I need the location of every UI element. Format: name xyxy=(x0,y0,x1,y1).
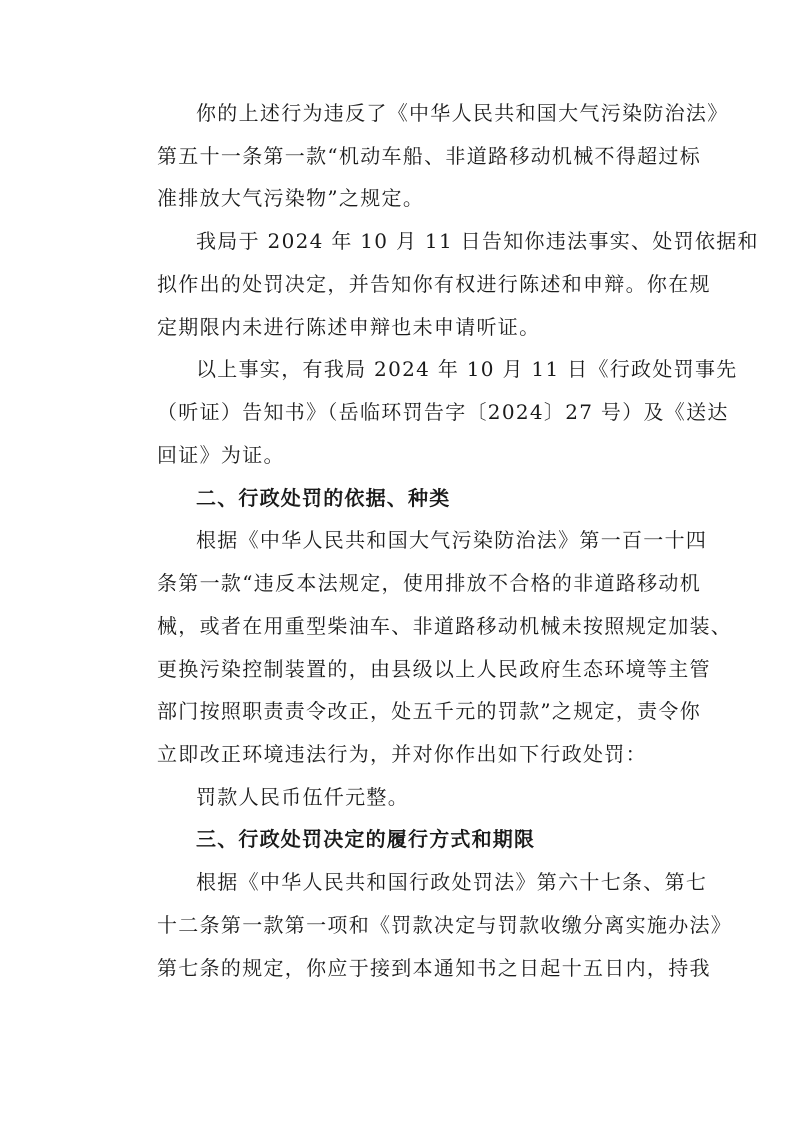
paragraph-4-line-5: 部门按照职责责令改正，处五千元的罚款”之规定，责令你 xyxy=(157,699,702,723)
paragraph-1-line-1: 你的上述行为违反了《中华人民共和国大气污染防治法》 xyxy=(196,101,729,125)
paragraph-3-line-2: （听证）告知书》（岳临环罚告字〔2024〕27 号）及《送达 xyxy=(157,400,729,424)
paragraph-6-line-3: 第七条的规定，你应于接到本通知书之日起十五日内，持我 xyxy=(157,956,711,980)
section-heading-3: 三、行政处罚决定的履行方式和期限 xyxy=(196,827,536,851)
paragraph-6-line-2: 十二条第一款第一项和《罚款决定与罚款收缴分离实施办法》 xyxy=(157,913,733,937)
paragraph-4-line-1: 根据《中华人民共和国大气污染防治法》第一百一十四 xyxy=(196,528,708,552)
paragraph-3-line-3: 回证》为证。 xyxy=(157,443,285,467)
paragraph-4-line-4: 更换污染控制装置的，由县级以上人民政府生态环境等主管 xyxy=(157,657,711,681)
paragraph-1-line-2: 第五十一条第一款“机动车船、非道路移动机械不得超过标 xyxy=(157,144,702,168)
paragraph-2-line-1: 我局于 2024 年 10 月 11 日告知你违法事实、处罚依据和 xyxy=(196,229,759,253)
section-heading-2: 二、行政处罚的依据、种类 xyxy=(196,486,451,510)
paragraph-6-line-1: 根据《中华人民共和国行政处罚法》第六十七条、第七 xyxy=(196,870,708,894)
paragraph-1-line-3: 准排放大气污染物”之规定。 xyxy=(157,186,425,210)
paragraph-2-line-2: 拟作出的处罚决定，并告知你有权进行陈述和申辩。你在规 xyxy=(157,272,711,296)
paragraph-2-line-3: 定期限内未进行陈述申辩也未申请听证。 xyxy=(157,315,541,339)
paragraph-4-line-6: 立即改正环境违法行为，并对你作出如下行政处罚： xyxy=(157,742,647,766)
paragraph-4-line-3: 械，或者在用重型柴油车、非道路移动机械未按照规定加装、 xyxy=(157,614,733,638)
paragraph-4-line-2: 条第一款“违反本法规定，使用排放不合格的非道路移动机 xyxy=(157,571,702,595)
paragraph-3-line-1: 以上事实，有我局 2024 年 10 月 11 日《行政处罚事先 xyxy=(196,357,738,381)
paragraph-5-line-1: 罚款人民币伍仟元整。 xyxy=(196,785,409,809)
